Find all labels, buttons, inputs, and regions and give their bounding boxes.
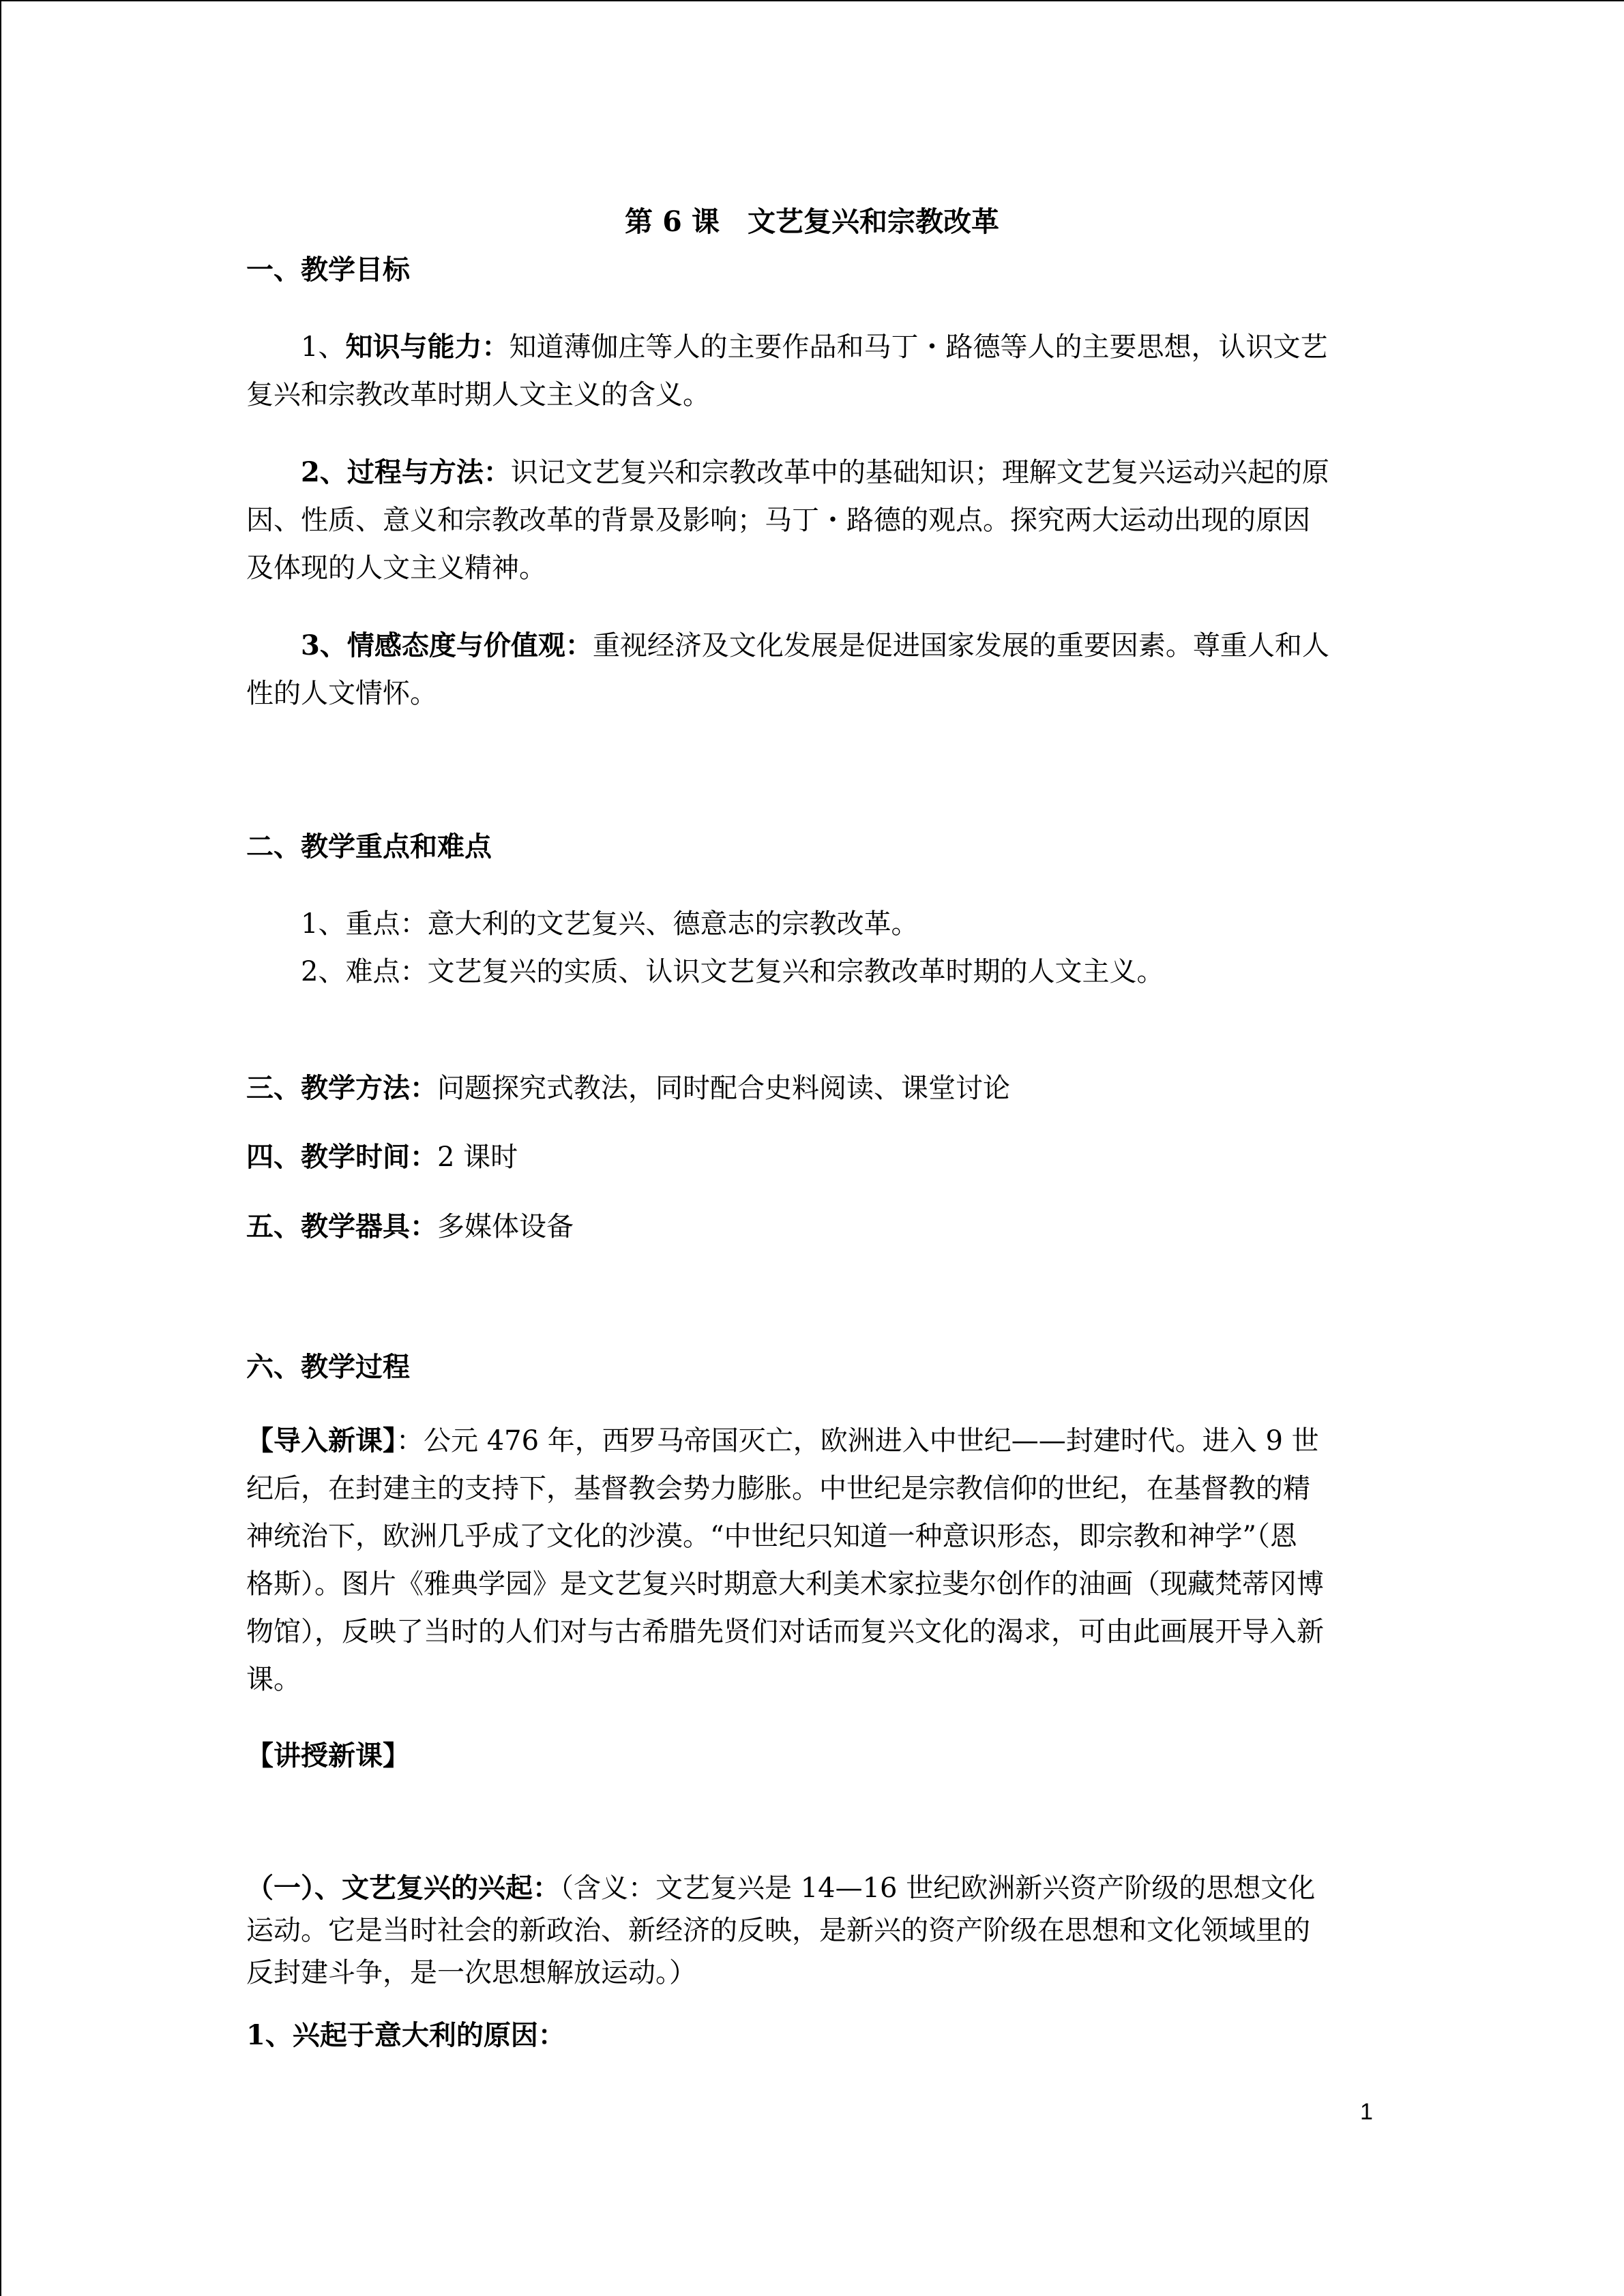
objective-1-number: 1、	[301, 331, 346, 363]
section5-value: 多媒体设备	[437, 1211, 574, 1242]
key-point: 1、重点：意大利的文艺复兴、德意志的宗教改革。	[301, 908, 919, 940]
intro-label: 【导入新课】	[246, 1425, 396, 1457]
objective-2	[246, 449, 1378, 592]
intro-line5: 物馆），反映了当时的人们对与古希腊先贤们对话而复兴文化的渴求，可由此画展开导入新	[246, 1616, 1324, 1648]
subsection1-line3: 反封建斗争，是一次思想解放运动。）	[246, 1957, 696, 1988]
section1-heading: 一、教学目标	[246, 254, 410, 286]
intro-paragraph	[246, 1417, 1378, 1703]
section5-teaching-tools	[246, 1203, 1378, 1251]
objective-2-label: 2、过程与方法：	[301, 456, 511, 488]
subsection1-item1: 1、兴起于意大利的原因：	[246, 2019, 565, 2051]
intro-line4: 格斯）。图片《雅典学园》是文艺复兴时期意大利美术家拉斐尔创作的油画（现藏梵蒂冈博	[246, 1568, 1324, 1600]
objective-3-line2: 性的人文情怀。	[246, 678, 437, 709]
section3-value: 问题探究式教法，同时配合史料阅读、课堂讨论	[437, 1073, 1010, 1104]
objective-1-label: 知识与能力：	[345, 331, 510, 363]
subsection1-label: （一）、文艺复兴的兴起：	[246, 1872, 560, 1904]
objective-3	[246, 622, 1378, 717]
subsection1-text1: （含义：文艺复兴是 14—16 世纪欧洲新兴资产阶级的思想文化	[560, 1873, 1316, 1904]
section2-heading: 二、教学重点和难点	[246, 831, 492, 863]
intro-line1	[246, 1417, 1378, 1465]
objective-2-line1	[301, 449, 1378, 496]
section5-label: 五、教学器具：	[246, 1210, 437, 1242]
intro-line2: 纪后，在封建主的支持下，基督教会势力膨胀。中世纪是宗教信仰的世纪，在基督教的精	[246, 1473, 1310, 1504]
objective-1-line1	[301, 323, 1378, 371]
objective-1	[246, 323, 1378, 419]
section3-label: 三、教学方法：	[246, 1072, 437, 1104]
objective-2-line3: 及体现的人文主义精神。	[246, 552, 546, 584]
intro-line3: 神统治下，欧洲几乎成了文化的沙漠。“中世纪只知道一种意识形态，即宗教和神学”（恩	[246, 1521, 1297, 1552]
section6-heading: 六、教学过程	[246, 1351, 410, 1383]
objective-2-text1: 识记文艺复兴和宗教改革中的基础知识；理解文艺复兴运动兴起的原	[510, 457, 1329, 488]
section4-label: 四、教学时间：	[246, 1141, 437, 1173]
objective-3-line1	[301, 622, 1378, 670]
page-number: 1	[1360, 2099, 1373, 2125]
section4-teaching-time	[246, 1133, 1378, 1181]
page-title: 第 6 课 文艺复兴和宗教改革	[624, 205, 1000, 238]
objective-1-line2: 复兴和宗教改革时期人文主义的含义。	[246, 379, 710, 411]
objective-2-line2: 因、性质、意义和宗教改革的背景及影响；马丁・路德的观点。探究两大运动出现的原因	[246, 505, 1310, 536]
subsection1-line2: 运动。它是当时社会的新政治、新经济的反映，是新兴的资产阶级在思想和文化领域里的	[246, 1915, 1310, 1946]
objective-3-text1: 重视经济及文化发展是促进国家发展的重要因素。尊重人和人	[592, 630, 1329, 661]
section4-value: 2 课时	[437, 1142, 518, 1173]
objective-1-text1: 知道薄伽庄等人的主要作品和马丁・路德等人的主要思想，认识文艺	[509, 331, 1328, 363]
section3-teaching-method	[246, 1064, 1378, 1112]
subsection1-line1	[246, 1867, 1378, 1909]
new-lesson-heading: 【讲授新课】	[246, 1740, 410, 1772]
objective-3-label: 3、情感态度与价值观：	[301, 629, 593, 661]
difficult-point: 2、难点：文艺复兴的实质、认识文艺复兴和宗教改革时期的人文主义。	[301, 956, 1164, 987]
subsection1	[246, 1867, 1378, 1994]
intro-text1: ：公元 476 年，西罗马帝国灭亡，欧洲进入中世纪——封建时代。进入 9 世	[396, 1425, 1319, 1457]
intro-line6: 课。	[246, 1664, 301, 1695]
